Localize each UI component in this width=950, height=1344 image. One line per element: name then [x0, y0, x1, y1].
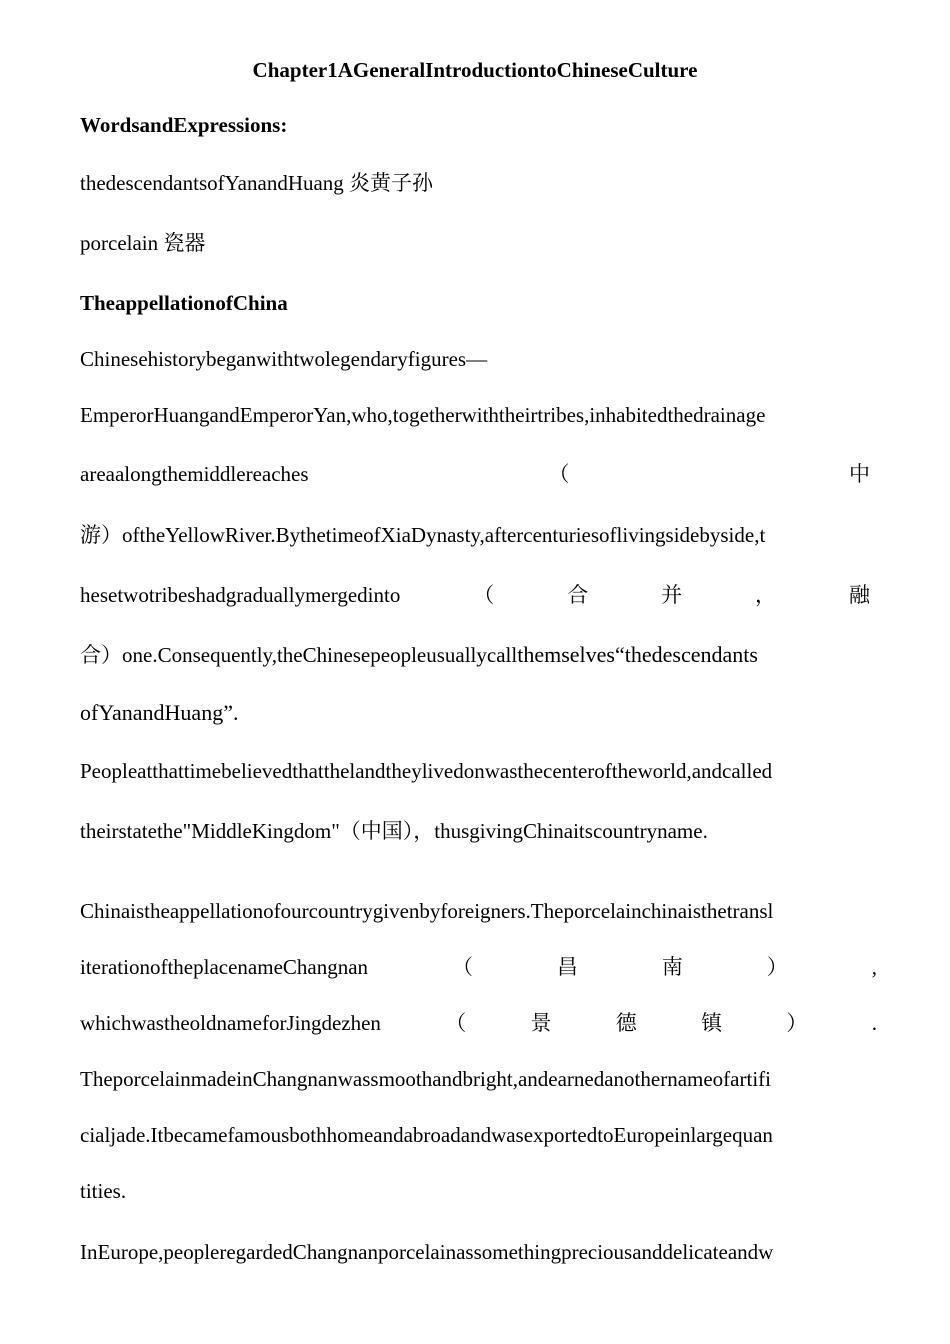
text-segment: （ [451, 955, 473, 979]
text-segment: ） [786, 1011, 808, 1035]
vocab-item: porcelain 瓷器 [80, 231, 206, 255]
vocab-item: thedescendantsofYanandHuang 炎黄子孙 [80, 171, 434, 195]
text-segment: 并 [661, 583, 683, 607]
text-segment: 昌 [556, 955, 578, 979]
text-segment: ， [755, 583, 777, 607]
para1-line: Chinesehistorybeganwithtwolegendaryfigures— [80, 347, 488, 371]
text-segment: themselves“thedescendants [517, 642, 758, 667]
text-segment: （ [548, 462, 570, 486]
para1-line: ofYanandHuang”. [80, 700, 239, 725]
para1-line-justified [80, 460, 870, 488]
text-segment: 景 [530, 1011, 552, 1035]
text-segment: 合）one.Consequently,theChinesepeopleusuallycall [80, 643, 518, 667]
text-segment: hesetwotribeshadgraduallymergedinto [80, 583, 401, 607]
text-segment: iterationoftheplacenameChangnan [80, 955, 369, 979]
para3-line: cialjade.ItbecamefamousbothhomeandabroadandwasexportedtoEuropeinlargequan [80, 1123, 773, 1147]
para1-line: 游）oftheYellowRiver.BythetimeofXiaDynasty,aftercenturiesoflivingsidebyside,t [80, 523, 766, 547]
para3-line-justified [80, 953, 877, 981]
para2-line: theirstatethe"MiddleKingdom"（中国），thusgivingChinaitscountryname. [80, 819, 708, 843]
para3-line: Chinaistheappellationofourcountrygivenbyforeigners.Theporcelainchinaisthetransl [80, 899, 774, 923]
text-segment: （ [473, 583, 495, 607]
para3-line: tities. [80, 1179, 127, 1203]
text-segment: 德 [615, 1011, 637, 1035]
para1-line [80, 641, 870, 669]
text-segment: （ [445, 1011, 467, 1035]
words-heading: WordsandExpressions: [80, 113, 288, 137]
page-title: Chapter1AGeneralIntroductiontoChineseCulture [252, 58, 698, 82]
para3-line-justified [80, 1009, 877, 1037]
para2-line: Peopleatthattimebelievedthatthelandtheylivedonwasthecenteroftheworld,andcalled [80, 759, 773, 783]
text-segment: 中 [849, 462, 870, 486]
text-segment: whichwastheoldnameforJingdezhen [80, 1011, 381, 1035]
text-segment: 融 [848, 583, 870, 607]
text-segment: , [871, 955, 877, 979]
text-segment: areaalongthemiddlereaches [80, 462, 309, 486]
text-segment: 合 [567, 583, 589, 607]
para3-line: TheporcelainmadeinChangnanwassmoothandbright,andearnedanothernameofartifi [80, 1067, 771, 1091]
text-segment: 南 [661, 955, 683, 979]
section-heading: TheappellationofChina [80, 291, 288, 315]
para1-line: EmperorHuangandEmperorYan,who,togetherwiththeirtribes,inhabitedthedrainage [80, 403, 766, 427]
text-segment: . [871, 1011, 877, 1035]
para4-line: InEurope,peopleregardedChangnanporcelainassomethingpreciousanddelicateandw [80, 1240, 774, 1264]
text-segment: 镇 [701, 1011, 723, 1035]
para1-line-justified [80, 581, 870, 609]
text-segment: ） [766, 955, 788, 979]
